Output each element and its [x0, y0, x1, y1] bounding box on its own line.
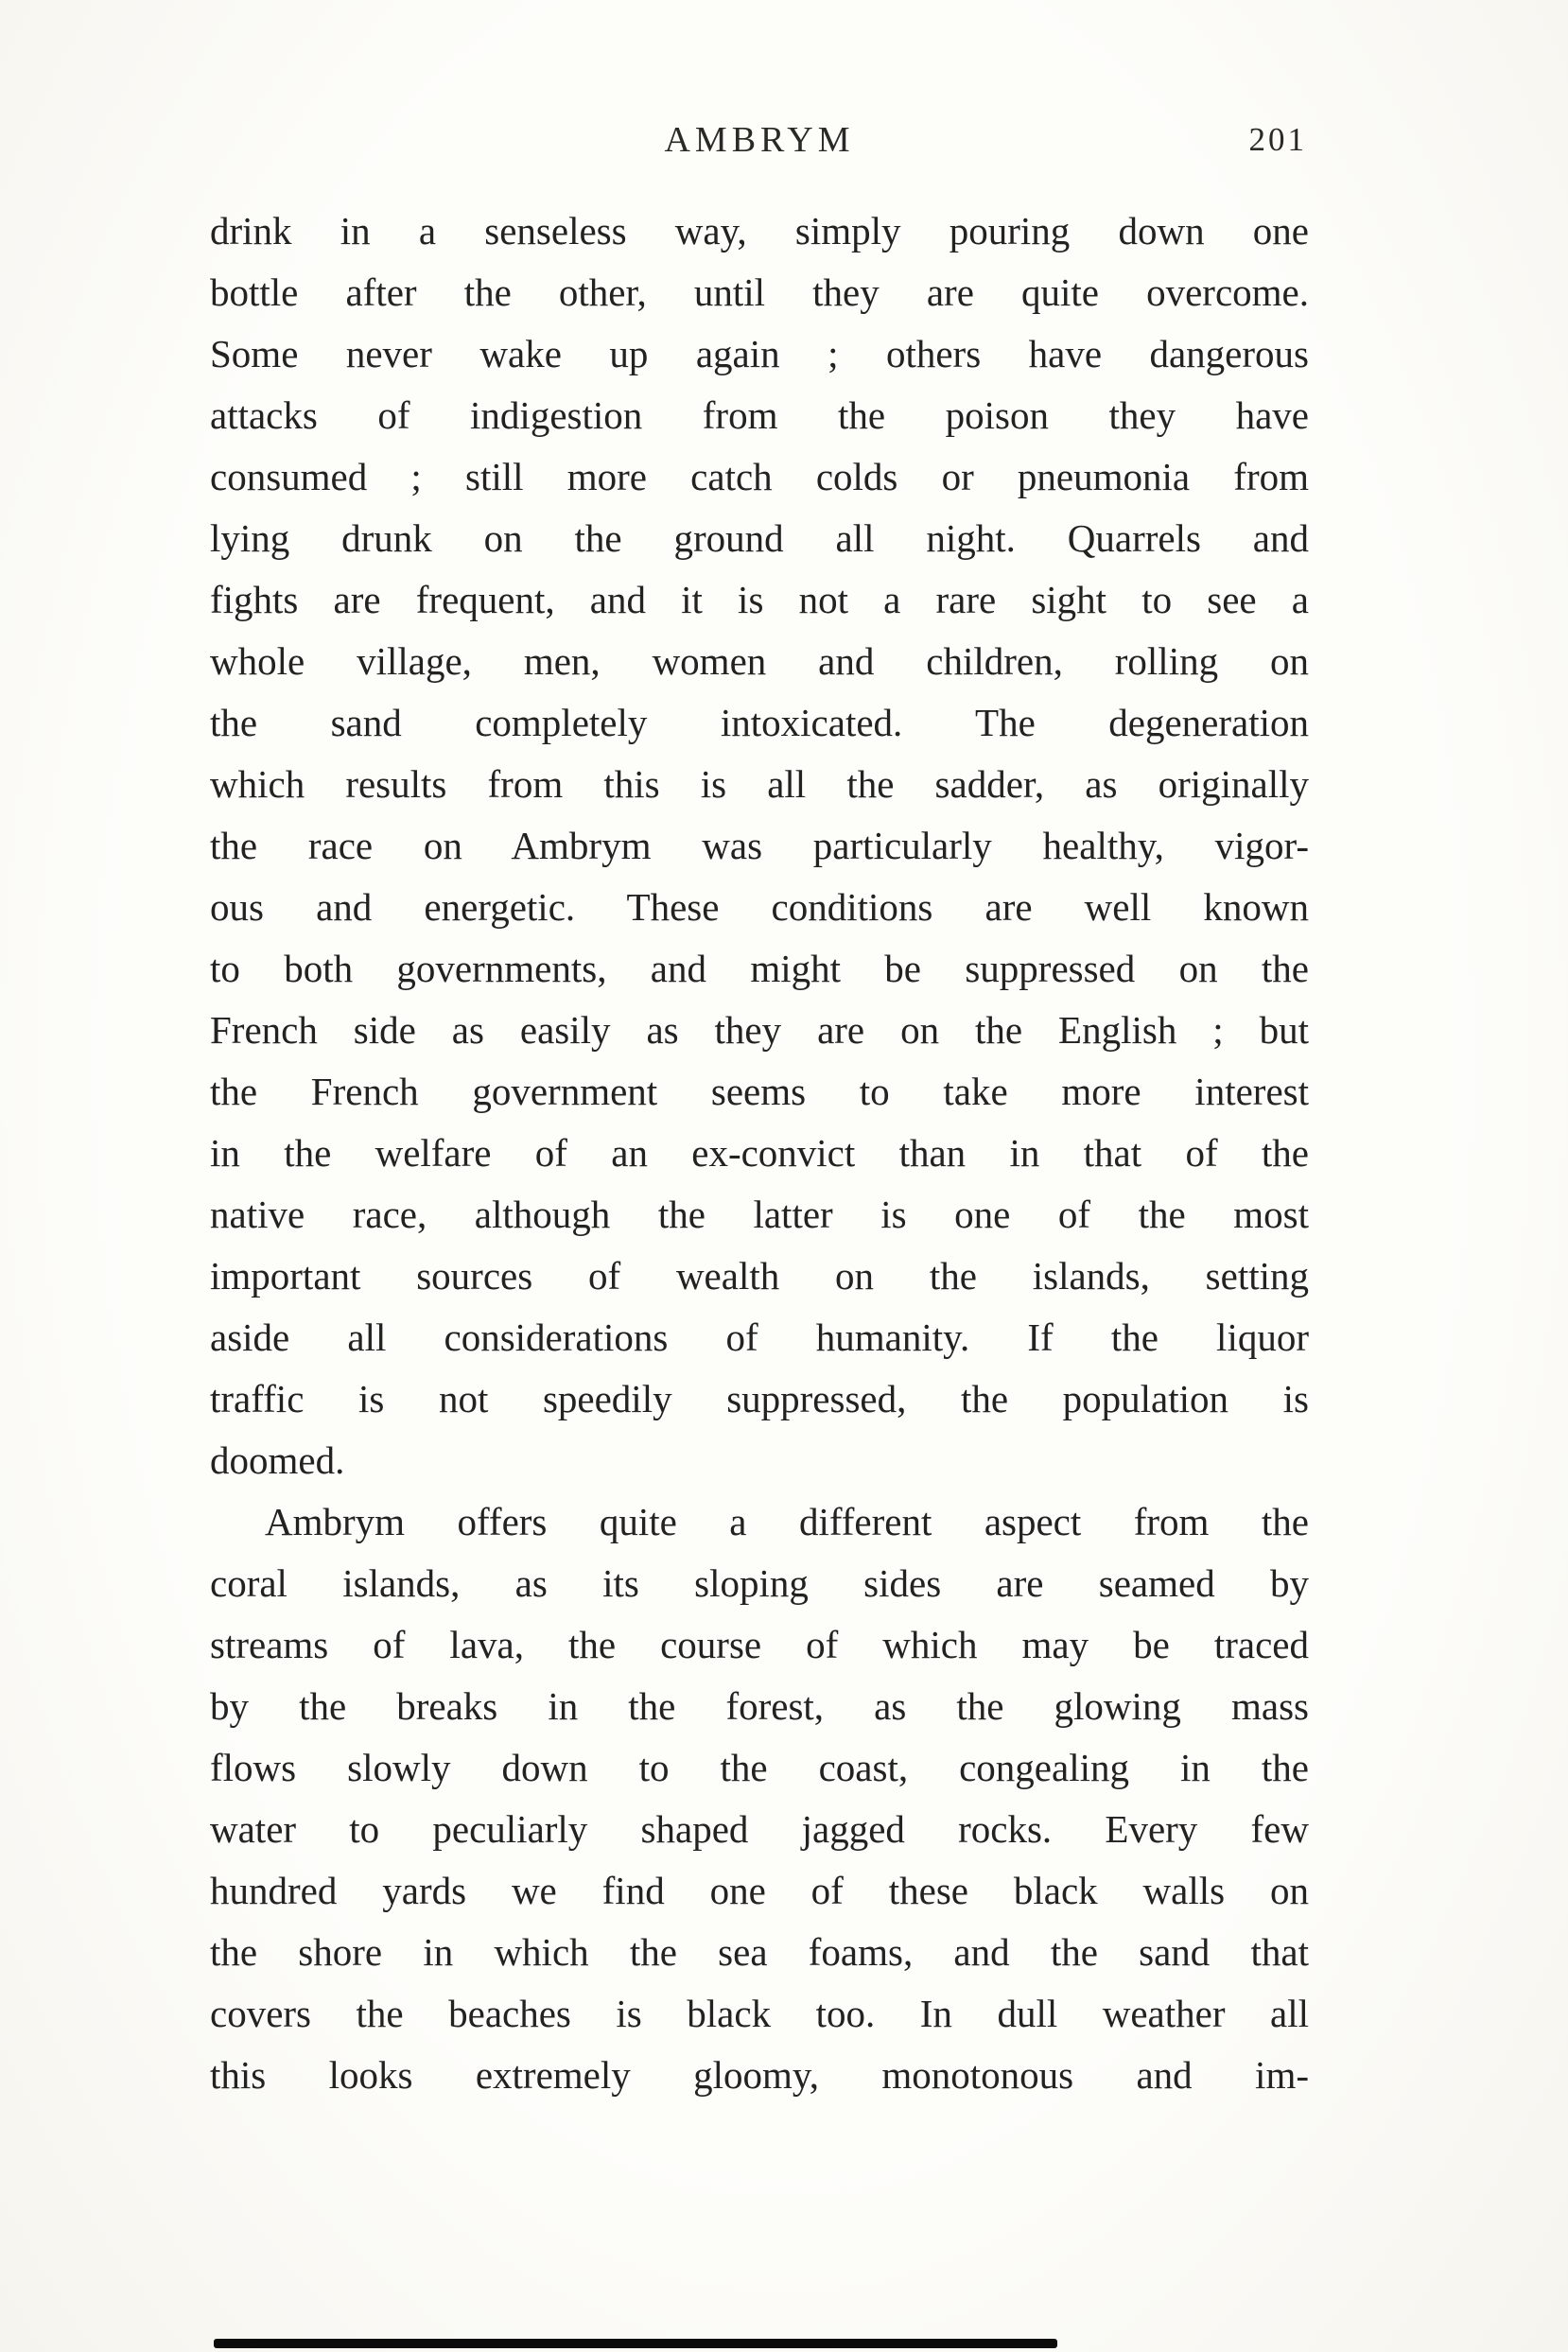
text-line: the race on Ambrym was particularly healthy, vigor-: [210, 824, 1309, 867]
paragraph: [210, 1491, 1309, 2106]
text-line: important sources of wealth on the islands, setting: [210, 1254, 1309, 1298]
text-line: lying drunk on the ground all night. Quarrels and: [210, 516, 1309, 560]
text-line: Some never wake up again ; others have dangerous: [210, 332, 1309, 375]
text-line: streams of lava, the course of which may be traced: [210, 1623, 1309, 1666]
text-line: flows slowly down to the coast, congealing in the: [210, 1746, 1309, 1789]
scan-edge-artifact: [214, 2339, 1057, 2348]
text-line: by the breaks in the forest, as the glowing mass: [210, 1684, 1309, 1728]
text-line: the sand completely intoxicated. The degeneration: [210, 701, 1309, 744]
page-number: 201: [1248, 121, 1307, 158]
text-line: which results from this is all the sadder, as originally: [210, 762, 1309, 806]
text-line: doomed.: [210, 1438, 345, 1482]
text-line: Ambrym offers quite a different aspect from the: [265, 1500, 1309, 1543]
text-line: traffic is not speedily suppressed, the population is: [210, 1377, 1309, 1420]
text-line: whole village, men, women and children, rolling on: [210, 639, 1309, 683]
text-line: hundred yards we find one of these black walls on: [210, 1869, 1309, 1912]
text-line: aside all considerations of humanity. If the liquor: [210, 1315, 1309, 1359]
body-text: [210, 200, 1309, 2106]
text-line: ous and energetic. These conditions are well known: [210, 885, 1309, 929]
text-line: this looks extremely gloomy, monotonous and im-: [210, 2053, 1309, 2097]
text-line: native race, although the latter is one of the most: [210, 1193, 1309, 1236]
text-line: French side as easily as they are on the English ; but: [210, 1008, 1309, 1052]
text-line: fights are frequent, and it is not a rare sight to see a: [210, 578, 1309, 621]
text-line: the shore in which the sea foams, and the sand that: [210, 1930, 1309, 1974]
text-line: attacks of indigestion from the poison they have: [210, 393, 1309, 437]
text-line: the French government seems to take more interest: [210, 1070, 1309, 1113]
text-line: in the welfare of an ex-convict than in that of the: [210, 1131, 1309, 1175]
text-line: consumed ; still more catch colds or pneumonia from: [210, 455, 1309, 498]
text-line: coral islands, as its sloping sides are seamed by: [210, 1561, 1309, 1605]
text-line: drink in a senseless way, simply pouring down one: [210, 209, 1309, 253]
text-line: covers the beaches is black too. In dull weather all: [210, 1992, 1309, 2035]
page-title: AMBRYM: [664, 120, 855, 160]
text-line: to both governments, and might be suppressed on the: [210, 947, 1309, 990]
running-head: [210, 119, 1309, 166]
paragraph: [210, 200, 1309, 1491]
text-line: bottle after the other, until they are quite overcome.: [210, 270, 1309, 314]
text-line: water to peculiarly shaped jagged rocks. Every few: [210, 1807, 1309, 1851]
